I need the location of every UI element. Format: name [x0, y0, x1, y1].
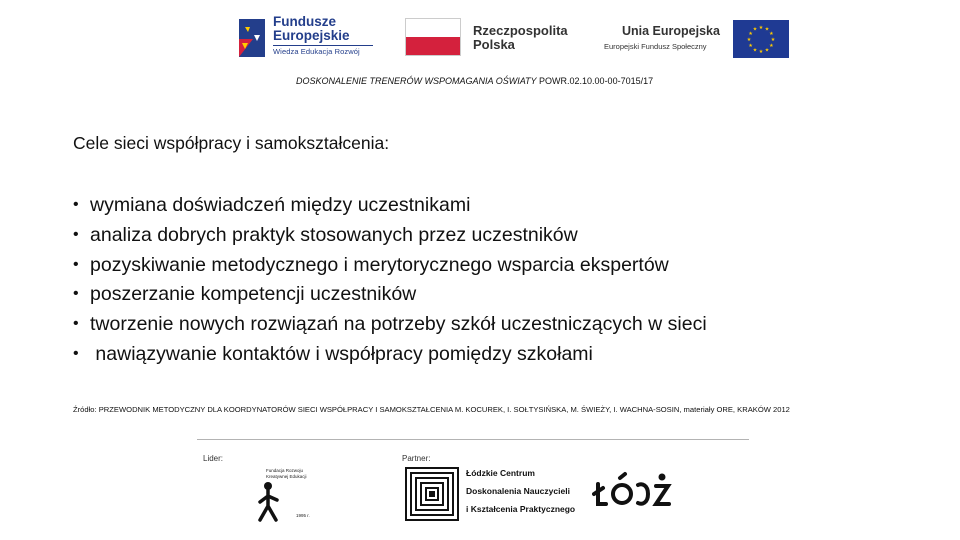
unia-europejska-logo — [600, 20, 790, 58]
project-reference — [296, 76, 653, 86]
project-ref-name: DOSKONALENIE TRENERÓW WSPOMAGANIA OŚWIATY — [296, 76, 537, 86]
list-item-text: nawiązywanie kontaktów i współpracy pomiędzy szkołami — [90, 342, 593, 365]
fe-logo-line1: Fundusze — [273, 14, 336, 29]
ldc-logo-line1: Łódzkie Centrum — [466, 468, 535, 478]
list-item-text: pozyskiwanie metodycznego i merytorycznego wsparcia ekspertów — [90, 253, 669, 276]
ldc-logo-line2: Doskonalenia Nauczycieli — [466, 486, 570, 496]
fe-logo-line3: Wiedza Edukacja Rozwój — [273, 47, 360, 56]
bullet-marker: • — [73, 344, 79, 362]
fe-logo-line2: Europejskie — [273, 28, 350, 43]
rp-logo-line2: Polska — [473, 37, 515, 52]
svg-text:★: ★ — [770, 37, 776, 43]
list-item-text: tworzenie nowych rozwiązań na potrzeby szkół uczestniczących w sieci — [90, 313, 707, 336]
svg-text:★: ★ — [748, 43, 753, 49]
fre-logo-line2: Kreatywnej Edukacji — [266, 474, 307, 479]
fe-logo-divider — [273, 45, 373, 46]
ldc-logo-line3: i Kształcenia Praktycznego — [466, 504, 576, 514]
bullet-marker: • — [73, 315, 79, 333]
bullet-marker: • — [73, 255, 79, 273]
svg-text:★: ★ — [748, 31, 753, 37]
svg-text:★: ★ — [746, 37, 752, 43]
svg-text:★: ★ — [752, 26, 758, 33]
partner-label: Partner: — [402, 454, 431, 463]
lider-label: Lider: — [203, 454, 224, 463]
polish-flag-icon — [405, 18, 461, 56]
fre-logo-year: 1995 r. — [296, 513, 310, 518]
slide-heading: Cele sieci współpracy i samokształcenia: — [73, 133, 390, 153]
source-citation: Źródło: PRZEWODNIK METODYCZNY DLA KOORDYNATORÓW SIECI WSPÓŁPRACY I SAMOKSZTAŁCENIA M. KOCUREK, I. SOŁTYSIŃSKA, M. ŚWIEŻY, I. WACHNA-SOSIN, materiały ORE, KRAKÓW 2012 — [73, 405, 790, 414]
bullet-marker: • — [73, 225, 79, 243]
svg-text:★: ★ — [764, 26, 770, 33]
eu-flag-icon — [733, 20, 789, 58]
fre-logo-line1: Fundacja Rozwoju — [266, 468, 304, 473]
list-item-text: wymiana doświadczeń między uczestnikami — [90, 194, 471, 216]
concentric-squares-icon — [404, 466, 460, 522]
rp-logo-line1: Rzeczpospolita — [473, 23, 568, 38]
ldc-logo — [404, 466, 576, 522]
list-item-text: poszerzanie kompetencji uczestników — [90, 283, 417, 306]
svg-text:★: ★ — [758, 49, 764, 55]
svg-text:★: ★ — [769, 31, 774, 37]
svg-text:★: ★ — [752, 47, 758, 54]
ue-logo-line2: Europejski Fundusz Społeczny — [604, 42, 707, 51]
bullet-marker: • — [73, 285, 79, 303]
fundusze-europejskie-logo — [233, 13, 378, 63]
ue-logo-line1: Unia Europejska — [622, 24, 720, 38]
svg-text:★: ★ — [764, 47, 770, 54]
svg-text:★: ★ — [758, 25, 764, 31]
fundacja-rozwoju-logo — [256, 466, 318, 524]
walking-figure-icon — [256, 480, 286, 524]
fundusze-europejskie-mark-icon — [233, 13, 269, 63]
project-ref-code: POWR.02.10.00-00-7015/17 — [536, 76, 654, 86]
footer-divider — [197, 439, 749, 440]
list-item-text: analiza dobrych praktyk stosowanych przez uczestników — [90, 223, 578, 246]
svg-text:★: ★ — [769, 43, 774, 49]
bullet-marker: • — [73, 196, 79, 213]
lodz-wordmark-icon — [592, 470, 674, 510]
rzeczpospolita-polska-logo — [405, 18, 575, 58]
